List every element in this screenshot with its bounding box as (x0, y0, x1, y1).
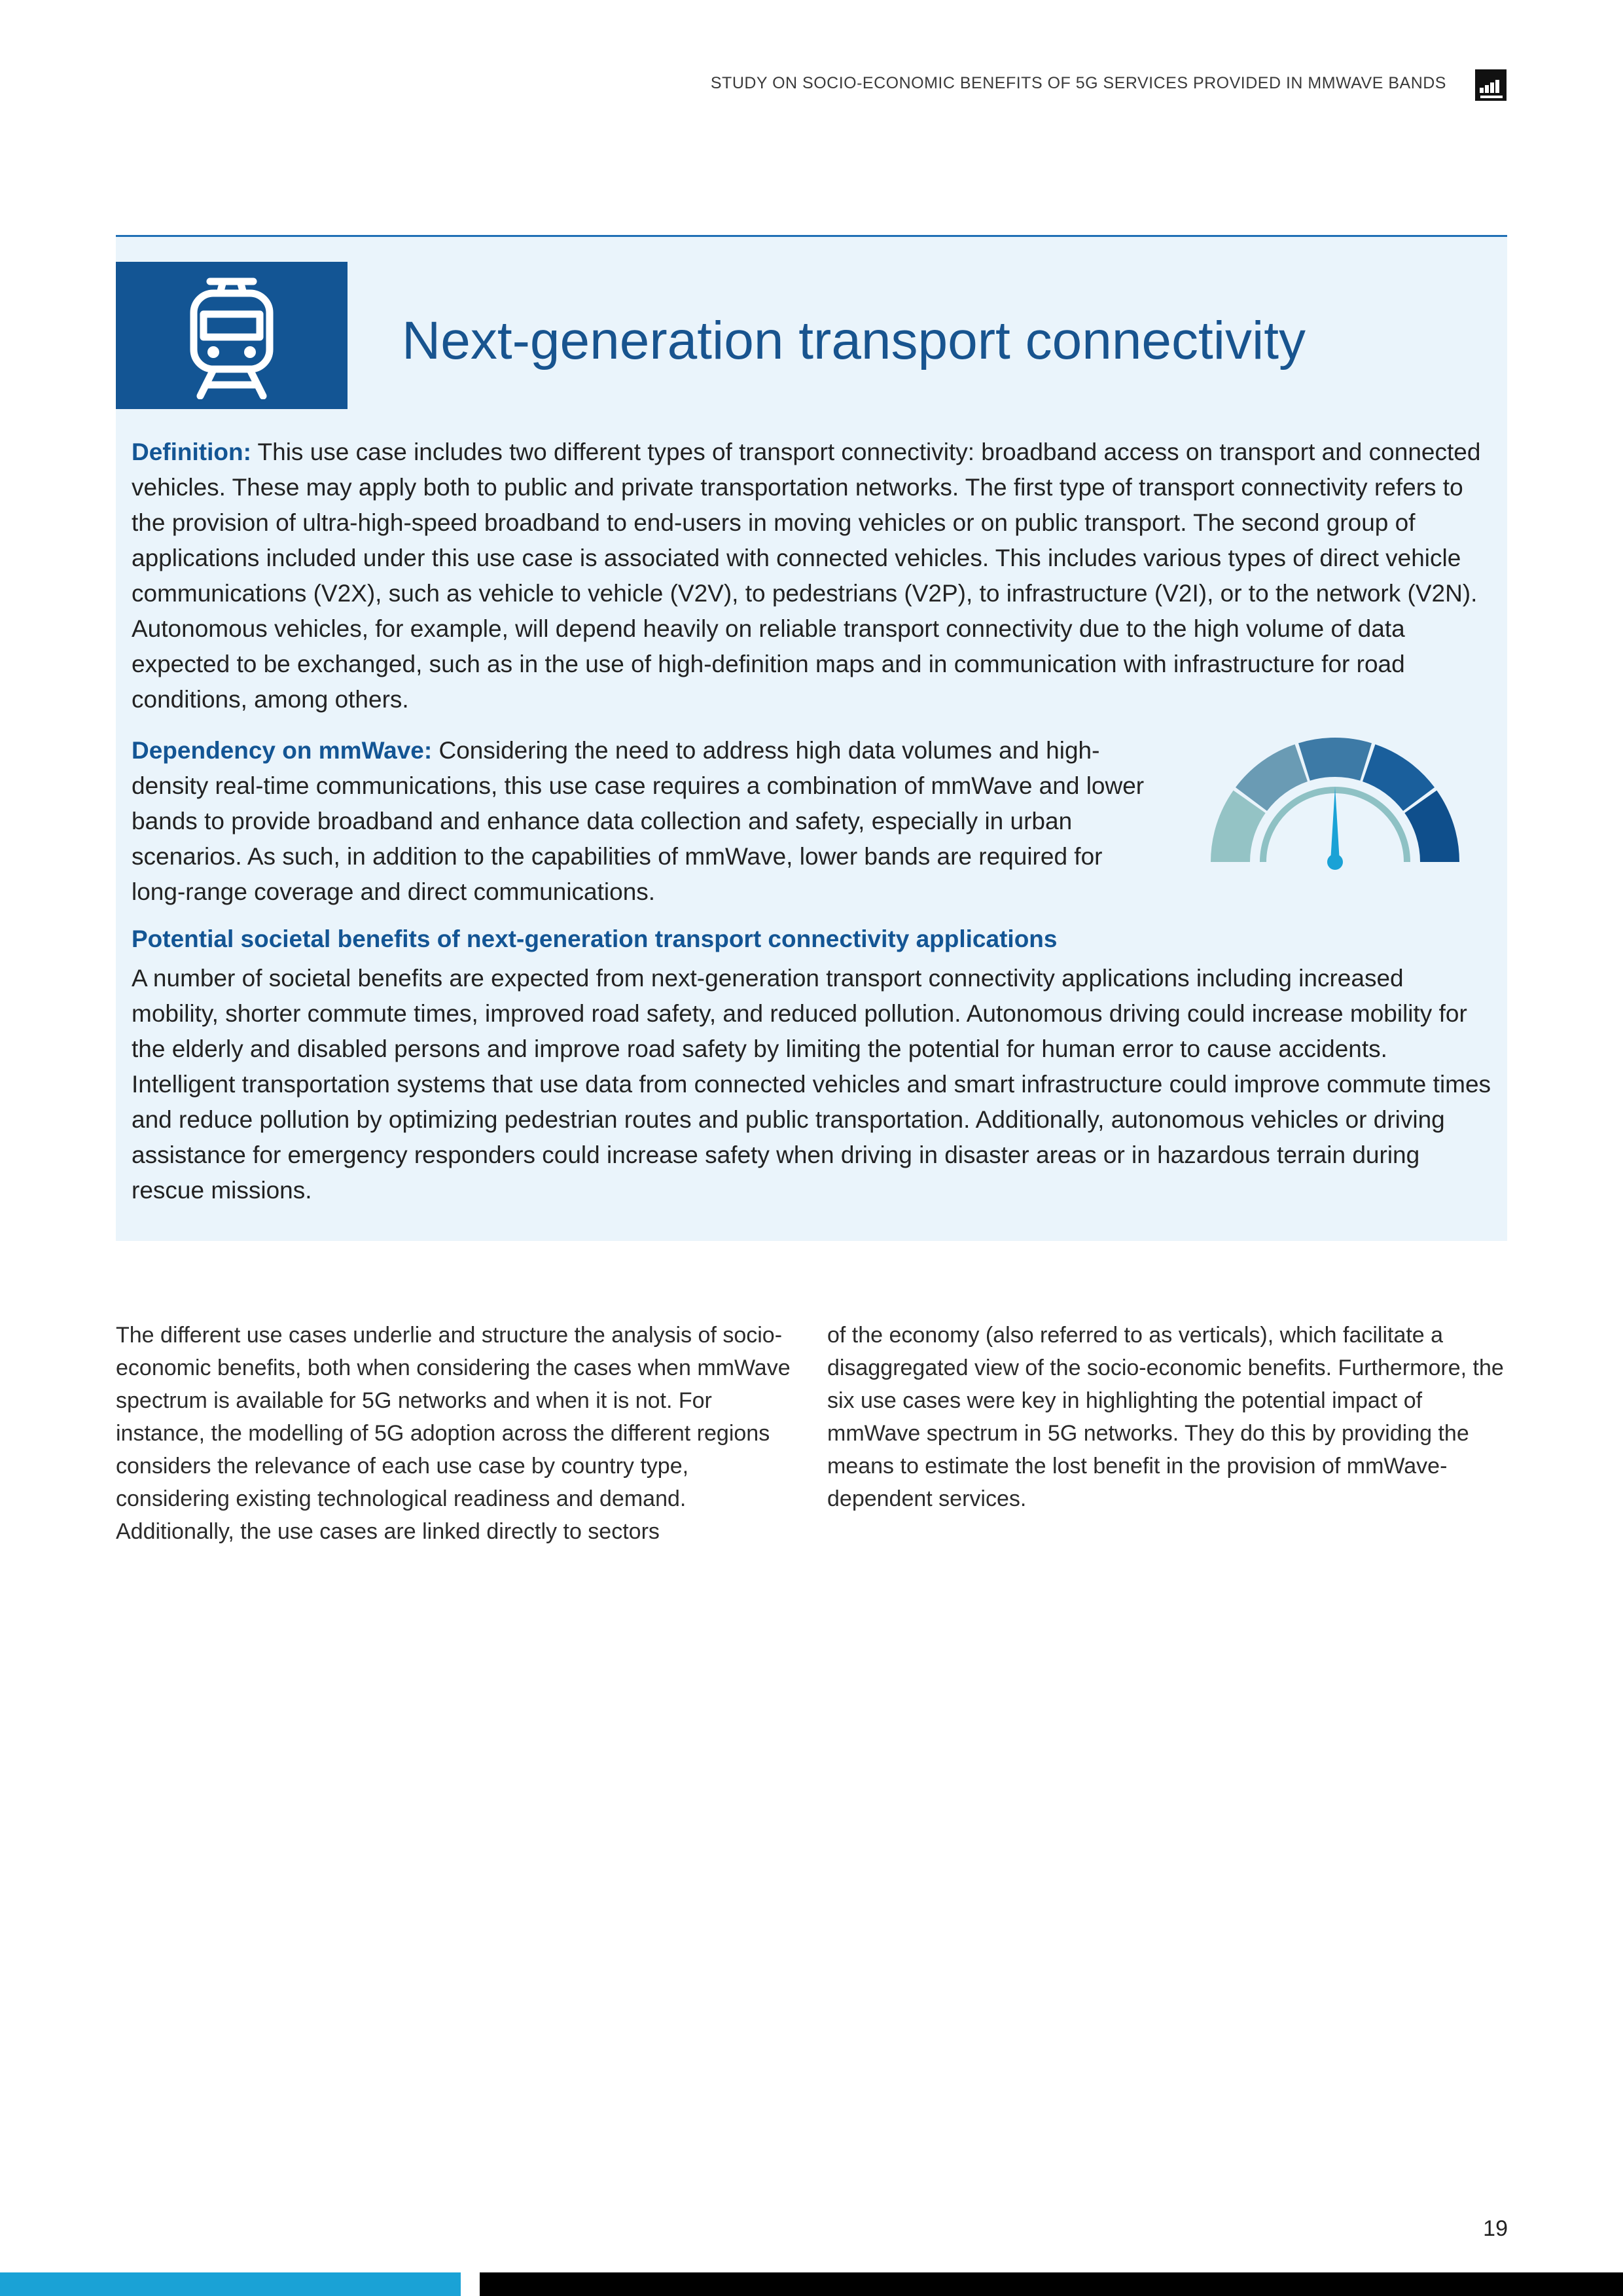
dependency-paragraph (132, 733, 1152, 910)
dependency-label: Dependency on mmWave: (132, 737, 433, 764)
use-case-panel (116, 235, 1507, 1241)
page-number: 19 (1483, 2216, 1508, 2241)
dependency-gauge-icon (1207, 734, 1463, 872)
train-icon (184, 275, 279, 399)
gauge-needle (1330, 787, 1340, 862)
body-column-right: of the economy (also referred to as verticals), which facilitate a disaggregated view of the socio-economic benefits. Furthermore, the six use cases were key in highlighting the potential impact of mmWave spectrum in 5G networks. They do this by providing the means to estimate the lost benefit in the provision of mmWave-dependent services. (827, 1323, 1504, 1511)
definition-paragraph (132, 435, 1496, 717)
body-column-left: The different use cases underlie and structure the analysis of socio-economic benefits, both when considering the cases when mmWave spectrum is available for 5G networks and when it is not. For instance, the modelling of 5G adoption across the different regions considers the relevance of each use case by country type, considering existing technological readiness and demand. Additionally, the use cases are linked directly to sectors (116, 1323, 791, 1544)
use-case-title: Next-generation transport connectivity (402, 311, 1306, 370)
dependency-text: Considering the need to address high data volumes and high-density real-time communications, this use case requires a combination of mmWave and lower bands to provide broadband and enhance data collection and safety, especially in urban scenarios. As such, in addition to the capabilities of mmWave, lower bands are required for long-range coverage and direct communications. (132, 737, 1145, 905)
gauge-segment (1298, 738, 1372, 781)
footer-bar (480, 2272, 1623, 2296)
footer-accent-bar (0, 2272, 461, 2296)
train-icon-tile (116, 262, 348, 409)
running-header: STUDY ON SOCIO-ECONOMIC BENEFITS OF 5G SERVICES PROVIDED IN MMWAVE BANDS (710, 74, 1446, 92)
definition-label: Definition: (132, 439, 251, 465)
definition-text: This use case includes two different types of transport connectivity: broadband access on transport and connected vehicles. These may apply both to public and private transportation networks. The first type of transport connectivity refers to the provision of ultra-high-speed broadband to end-users in moving vehicles or on public transport. The second group of applications included under this use case is associated with connected vehicles. This includes various types of direct vehicle communications (V2X), such as vehicle to vehicle (V2V), to pedestrians (V2P), to infrastructure (V2I), or to the network (V2N). Autonomous vehicles, for example, will depend heavily on reliable transport connectivity due to the high volume of data expected to be exchanged, such as in the use of high-definition maps and in communication with infrastructure for road conditions, among others. (132, 439, 1481, 713)
benefits-heading: Potential societal benefits of next-generation transport connectivity applications (132, 925, 1058, 952)
benefits-paragraph: A number of societal benefits are expected from next-generation transport connectivity applications including increased mobility, shorter commute times, improved road safety, and reduced pollution. Autonomous driving could increase mobility for the elderly and disabled persons and improve road safety by limiting the potential for human error to cause accidents. Intelligent transportation systems that use data from connected vehicles and smart infrastructure could improve commute times and reduce pollution by optimizing pedestrian routes and public transportation. Additionally, autonomous vehicles or driving assistance for emergency responders could increase safety when driving in disaster areas or in hazardous terrain during rescue missions. (132, 965, 1491, 1204)
gsma-logo-icon (1475, 69, 1507, 101)
